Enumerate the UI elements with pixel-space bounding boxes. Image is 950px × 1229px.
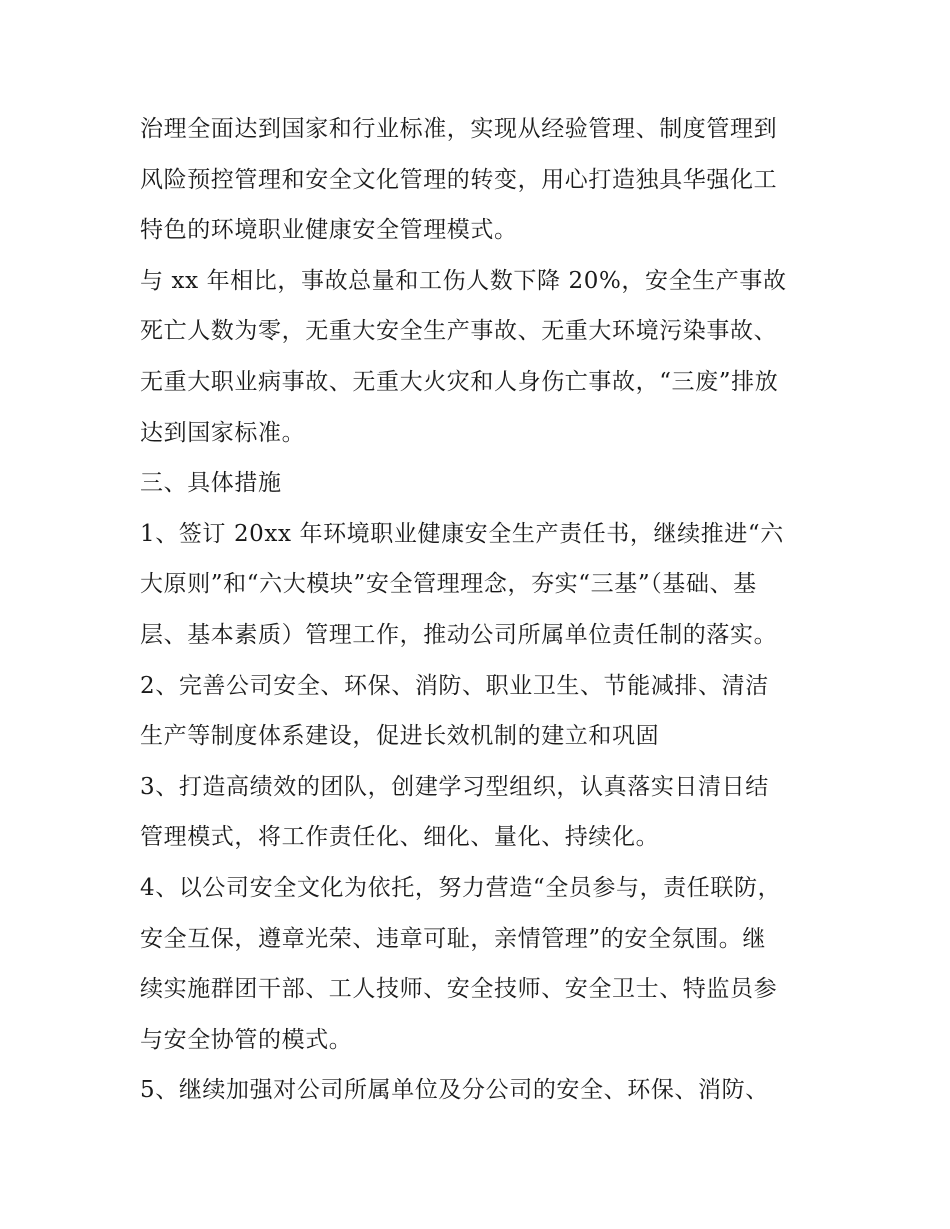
- text-line: 治理全面达到国家和行业标准，实现从经验管理、制度管理到: [140, 116, 778, 142]
- list-item-5: [140, 1065, 812, 1116]
- text-line: 续实施群团干部、工人技师、安全技师、安全卫士、特监员参: [140, 976, 778, 1003]
- list-item-2: [140, 661, 812, 762]
- text-line: 2、完善公司安全、环保、消防、职业卫生、节能减排、清洁: [140, 672, 769, 699]
- text-line: 与 xx 年相比，事故总量和工伤人数下降 20%，安全生产事故: [140, 267, 787, 294]
- list-item-1: [140, 509, 812, 661]
- list-item-3: [140, 762, 812, 863]
- document-body: [140, 104, 812, 1116]
- paragraph-goal-summary: [140, 104, 812, 256]
- text-line: 安全互保，遵章光荣、违章可耻，亲情管理”的安全氛围。继: [140, 925, 766, 952]
- text-line: 3、打造高绩效的团队，创建学习型组织，认真落实日清日结: [140, 773, 769, 800]
- text-line: 1、签订 20xx 年环境职业健康安全生产责任书，继续推进“六: [140, 520, 784, 547]
- text-line: 层、基本素质）管理工作，推动公司所属单位责任制的落实。: [140, 621, 778, 648]
- heading-line: 三、具体措施: [140, 470, 282, 497]
- text-line: 与安全协管的模式。: [140, 1026, 353, 1053]
- text-line: 死亡人数为零，无重大安全生产事故、无重大环境污染事故、: [140, 318, 778, 345]
- text-line: 达到国家标准。: [140, 419, 306, 446]
- text-line: 大原则”和“六大模块”安全管理理念，夯实“三基”（基础、基: [140, 571, 757, 598]
- text-line: 5、继续加强对公司所属单位及分公司的安全、环保、消防、: [140, 1077, 769, 1104]
- text-line: 风险预控管理和安全文化管理的转变，用心打造独具华强化工: [140, 166, 778, 193]
- list-item-4: [140, 863, 812, 1065]
- text-line: 管理模式，将工作责任化、细化、量化、持续化。: [140, 824, 660, 851]
- text-line: 特色的环境职业健康安全管理模式。: [140, 217, 518, 244]
- section-heading: [140, 458, 812, 509]
- text-line: 生产等制度体系建设，促进长效机制的建立和巩固: [140, 723, 660, 750]
- text-line: 4、以公司安全文化为依托，努力营造“全员参与，责任联防，: [140, 874, 782, 901]
- text-line: 无重大职业病事故、无重大火灾和人身伤亡事故，“三废”排放: [140, 368, 779, 395]
- paragraph-targets: [140, 256, 812, 458]
